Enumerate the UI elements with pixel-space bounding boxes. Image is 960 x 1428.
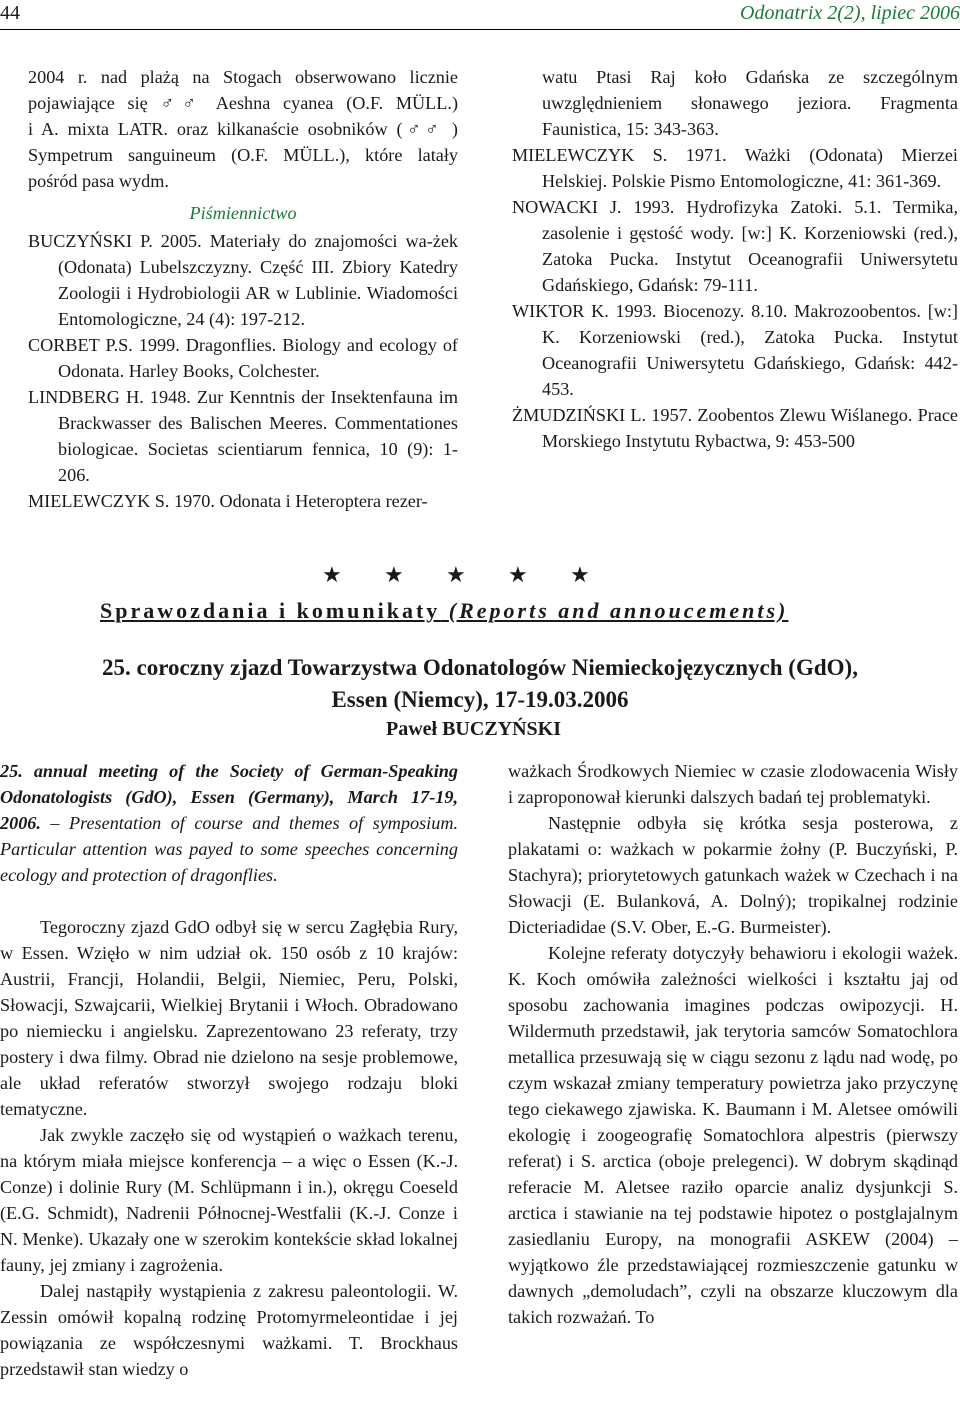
text-line: pojawiające się ♂♂ Aeshna cyanea (O.F. MÜLL.) [28,93,458,113]
bibliography-heading: Piśmiennictwo [189,203,297,223]
reference-item: BUCZYŃSKI P. 2005. Materiały do znajomości wa-żek (Odonata) Lubelszczyzny. Część III. Zbiory Katedry Zoologii i Hydrobiologii AR w Lublinie. Wiadomości Entomologiczne, 24 (4): 197-212. [28,231,458,329]
article-title-line: 25. coroczny zjazd Towarzystwa Odonatologów Niemieckojęzycznych (GdO), [102,655,858,680]
reference-item: NOWACKI J. 1993. Hydrofizyka Zatoki. 5.1. Termika, zasolenie i gęstość wody. [w:] K. Korzeniowski (red.), Zatoka Pucka. Instytut Oceanografii Uniwersytetu Gdańskiego, Gdańsk: 79-111. [512,197,958,295]
left-column-top [28,64,458,514]
body-paragraph: Tegoroczny zjazd GdO odbył się w sercu Zagłębia Rury, w Essen. Wzięło w nim udział ok. 150 osób z 10 krajów: Austrii, Francji, Holandii, Belgii, Niemiec, Peru, Polski, Słowacji, Szwajcarii, Wielkiej Brytanii i Włoch. Obradowano po niemiecku i angielsku. Zaprezentowano 23 referaty, trzy postery i dwa filmy. Obrad nie dzielono na sesje problemowe, ale układ referatów stworzył swojego rodzaju bloki tematyczne. [0,917,458,1119]
right-column-top [512,64,958,454]
section-title-pl: Sprawozdania i komunikaty [100,598,441,623]
header-rule [0,29,960,30]
star-icon: ★ [570,562,590,587]
text-line: Sympetrum sanguineum (O.F. MÜLL.), które latały [28,145,458,165]
body-paragraph: Kolejne referaty dotyczyły behawioru i ekologii ważek. K. Koch omówiła zależności wielkości i kształtu jaj od sposobu zachowania imagines podczas owipozycji. H. Wildermuth przedstawił, jak terytoria samców Somatochlora metallica przesuwają się w ciągu sezonu z lądu nad wodę, po czym wskazał zmiany temperatury powietrza jako przyczynę tego ciekawego zjawiska. K. Baumann i M. Aletsee omówili ekologię i zoogeografię Somatochlora alpestris (pierwszy referat) i S. arctica (oboje prelegenci). W dobrym skądinąd referacie M. Aletsee raziło oparcie analiz dysjunkcji S. arctica i stawianie na tej podstawie hipotez o postglajalnym zasiedlaniu Europy, na monografii ASKEW (2004) – wyjątkowo źle przedstawiającej rozmieszczenie gatunku w dawnych „demoludach”, czyli na obszarze kluczowym dla takich rozważań. To [508,943,958,1327]
spacer [0,888,458,914]
journal-title: Odonatrix 2(2), lipiec 2006 [740,2,960,24]
article-title-line: Essen (Niemcy), 17-19.03.2006 [331,687,629,712]
abstract-text: – Presentation of course and themes of symposium. Particular attention was payed to some speeches concerning ecology and protection of dragonflies. [0,813,459,885]
section-title [100,598,788,624]
star-icon: ★ [446,562,466,587]
text-line: i A. mixta LATR. oraz kilkanaście osobników (♂♂ ) [28,119,458,139]
text-line: 2004 r. nad plażą na Stogach obserwowano licznie [28,67,458,87]
section-title-en: (Reports and annoucements) [448,598,789,623]
abstract [0,758,458,888]
body-paragraph: Następnie odbyła się krótka sesja posterowa, z plakatami o: ważkach w pokarmie żołny (P. Buczyński, P. Stachyra); priorytetowych gatunkach ważek w Czechach i na Słowacji (E. Bulanková, A. Dolný); tropikalnej rodzinie Dicteriadidae (S.V. Ober, E.-G. Burmeister). [508,813,958,937]
left-column-bottom [0,758,458,1382]
abstract-title: 25. annual meeting of the Society of German-Speaking Odonatologists (GdO), Essen (Germany), March 17-19, 2006. [0,761,458,833]
divider-stars [322,562,632,588]
star-icon: ★ [384,562,404,587]
reference-item: MIELEWCZYK S. 1971. Ważki (Odonata) Mierzei Helskiej. Polskie Pismo Entomologiczne, 41: 361-369. [512,145,958,191]
article-title [70,652,890,716]
page-number: 44 [0,2,20,24]
star-icon: ★ [322,562,342,587]
body-paragraph: Dalej nastąpiły wystąpienia z zakresu paleontologii. W. Zessin omówił kopalną rodzinę Protomyrmeleontidae i jej powiązania ze współczesnymi ważkami. T. Brockhaus przedstawił stan wiedzy o [0,1281,458,1379]
reference-item: ŻMUDZIŃSKI L. 1957. Zoobentos Zlewu Wiślanego. Prace Morskiego Instytutu Rybactwa, 9: 453-500 [512,405,958,451]
body-paragraph: ważkach Środkowych Niemiec w czasie zlodowacenia Wisły i zaproponował kierunki dalszych badań tej problematyki. [508,761,958,807]
reference-item: LINDBERG H. 1948. Zur Kenntnis der Insektenfauna im Brackwasser des Balischen Meeres. Commentationes biologicae. Societas scientiarum fennica, 10 (9): 1-206. [28,387,458,485]
article-author: Paweł BUCZYŃSKI [386,718,562,740]
star-icon: ★ [508,562,528,587]
page-header [0,0,960,40]
reference-item: MIELEWCZYK S. 1970. Odonata i Heteroptera rezer- [28,491,428,511]
reference-continuation: watu Ptasi Raj koło Gdańska ze szczególnym uwzględnieniem słonawego jeziora. Fragmenta Faunistica, 15: 343-363. [542,67,958,139]
reference-item: CORBET P.S. 1999. Dragonflies. Biology and ecology of Odonata. Harley Books, Colchester. [28,335,458,381]
right-column-bottom [508,758,958,1330]
text-line: pośród pasa wydm. [28,171,169,191]
body-paragraph: Jak zwykle zaczęło się od wystąpień o ważkach terenu, na którym miała miejsce konferencja – a więc o Essen (K.-J. Conze) i dolinie Rury (M. Schlüpmann i in.), okręgu Coeseld (E.G. Schmidt), Nadrenii Północnej-Westfalii (K.-J. Conze i N. Menke). Ukazały one w szerokim kontekście skład lokalnej fauny, jej zmiany i zagrożenia. [0,1125,458,1275]
reference-item: WIKTOR K. 1993. Biocenozy. 8.10. Makrozoobentos. [w:] K. Korzeniowski (red.), Zatoka Pucka. Instytut Oceanografii Uniwersytetu Gdańskiego, Gdańsk: 442-453. [512,301,958,399]
